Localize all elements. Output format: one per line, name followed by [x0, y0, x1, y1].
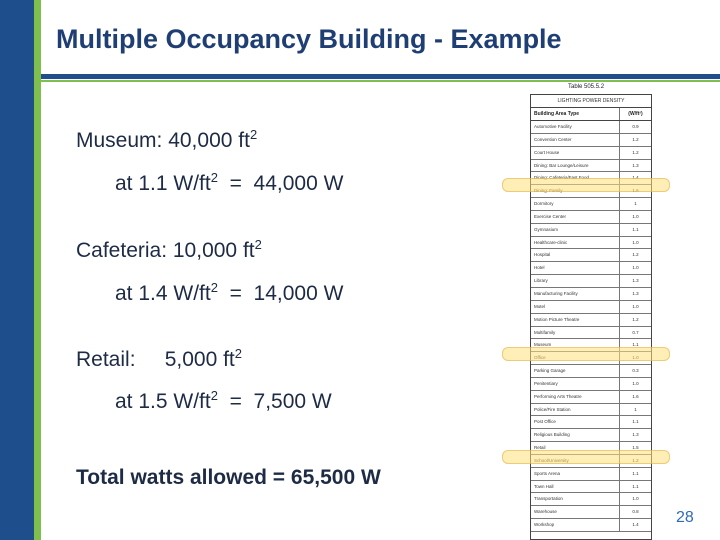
table-cell-type: Dining: Bar Lounge/Leisure [531, 160, 620, 172]
table-cell-type: Motel [531, 301, 620, 313]
title-underline [41, 74, 720, 79]
highlight-museum-row [502, 347, 670, 361]
highlight-cafeteria-row [502, 178, 670, 192]
table-cell-type: Penitentiary [531, 378, 620, 390]
cafeteria-rate-line [115, 280, 343, 306]
table-cell-type: Parking Garage [531, 365, 620, 377]
table-cell-type: Police/Fire Station [531, 404, 620, 416]
table-cell-type: Museum [531, 339, 620, 351]
table-row [531, 416, 651, 429]
retail-rate-line [115, 388, 332, 414]
retail-rate-sup: 2 [210, 388, 218, 403]
table-row [531, 327, 651, 340]
table-cell-type: Warehouse [531, 506, 620, 518]
table-row [531, 262, 651, 275]
table-cell-density: 1.2 [632, 252, 639, 258]
table-cell-type: Performing Arts Theatre [531, 391, 620, 403]
cafeteria-area-text: Cafeteria: 10,000 ft [76, 239, 255, 262]
retail-rate-text: at 1.5 W/ft [115, 390, 211, 413]
table-cell-density: 1 [634, 201, 637, 207]
table-cell-type: Retail [531, 442, 620, 454]
table-row [531, 160, 651, 173]
table-cell-type: Convention Center [531, 134, 620, 146]
table-cell-density: 1.3 [632, 290, 639, 296]
table-cell-type: Transportation [531, 493, 620, 505]
lighting-power-density-table [530, 94, 652, 540]
table-cell-density: 1.6 [632, 393, 639, 399]
table-row [531, 468, 651, 481]
table-row [531, 224, 651, 237]
table-row [531, 429, 651, 442]
table-cell-type: Dormitory [531, 198, 620, 210]
table-row [531, 198, 651, 211]
table-cell-density: 1.2 [632, 136, 639, 142]
museum-area-sup: 2 [249, 127, 258, 142]
title-underline-accent [41, 80, 720, 82]
table-title: LIGHTING POWER DENSITY [531, 95, 651, 108]
table-cell-type: Workshop [531, 519, 620, 531]
table-caption: Table 505.5.2 [568, 84, 605, 90]
table-cell-density: 1.3 [632, 278, 639, 284]
table-cell-density: 1.4 [632, 522, 639, 528]
table-cell-density: 0.7 [632, 329, 639, 335]
table-row [531, 314, 651, 327]
table-cell-density: 1.1 [632, 419, 639, 425]
table-header-type: Building Area Type [531, 108, 620, 120]
table-cell-density: 1.2 [632, 316, 639, 322]
table-row [531, 237, 651, 250]
table-header [531, 108, 651, 121]
table-cell-type: Religious Building [531, 429, 620, 441]
retail-area-line [76, 346, 242, 372]
table-row [531, 211, 651, 224]
table-cell-density: 1.2 [632, 149, 639, 155]
table-row [531, 481, 651, 494]
table-cell-density: 0.3 [632, 368, 639, 374]
retail-result-text: = 7,500 W [217, 390, 332, 413]
table-cell-type: Town Hall [531, 481, 620, 493]
table-row [531, 249, 651, 262]
table-row [531, 134, 651, 147]
table-cell-type: Hospital [531, 249, 620, 261]
page-title: Multiple Occupancy Building - Example [56, 24, 562, 54]
table-cell-type: Library [531, 275, 620, 287]
table-cell-type: Motion Picture Theatre [531, 314, 620, 326]
table-cell-density: 1.3 [632, 432, 639, 438]
museum-result-text: = 44,000 W [217, 172, 344, 195]
table-cell-density: 1.1 [632, 342, 639, 348]
table-cell-type: Court House [531, 147, 620, 159]
museum-area-text: Museum: 40,000 ft [76, 129, 250, 152]
table-cell-density: 1.0 [632, 303, 639, 309]
museum-rate-sup: 2 [210, 170, 218, 185]
table-cell-density: 1.0 [632, 265, 639, 271]
table-cell-type: Automotive Facility [531, 121, 620, 133]
table-row [531, 288, 651, 301]
table-cell-density: 1.5 [632, 445, 639, 451]
retail-area-sup: 2 [234, 346, 242, 361]
table-cell-type: Healthcare-clinic [531, 237, 620, 249]
cafeteria-area-line [76, 237, 262, 263]
left-accent-stripe [34, 0, 41, 540]
table-cell-density: 1.0 [632, 496, 639, 502]
table-cell-density: 0.9 [632, 124, 639, 129]
table-cell-density: 1.1 [632, 483, 639, 489]
table-header-density: (W/ft²) [628, 111, 643, 117]
table-cell-type: Post Office [531, 416, 620, 428]
table-row [531, 275, 651, 288]
cafeteria-area-sup: 2 [254, 237, 262, 252]
table-row [531, 378, 651, 391]
museum-rate-text: at 1.1 W/ft [115, 172, 211, 195]
table-cell-density: 1.3 [632, 162, 639, 168]
cafeteria-result-text: = 14,000 W [217, 282, 344, 305]
table-cell-type: Hotel [531, 262, 620, 274]
table-cell-density: 1.1 [632, 470, 639, 476]
table-cell-type: Exercise Center [531, 211, 620, 223]
table-cell-density: 1.0 [632, 380, 639, 386]
table-row [531, 404, 651, 417]
table-cell-density: 1.0 [632, 239, 639, 245]
highlight-retail-row [502, 450, 670, 464]
museum-area-line [76, 127, 257, 153]
table-row [531, 121, 651, 134]
table-row [531, 301, 651, 314]
table-cell-density: 1.0 [632, 213, 639, 219]
table-row [531, 493, 651, 506]
cafeteria-rate-text: at 1.4 W/ft [115, 282, 211, 305]
table-cell-type: Manufacturing Facility [531, 288, 620, 300]
page-number: 28 [676, 509, 694, 526]
cafeteria-rate-sup: 2 [210, 280, 218, 295]
table-row [531, 391, 651, 404]
left-accent-bar [0, 0, 34, 540]
table-row [531, 519, 651, 532]
table-cell-density: 1 [634, 406, 637, 412]
table-cell-density: 1.1 [632, 226, 639, 232]
table-row [531, 506, 651, 519]
total-watts: Total watts allowed = 65,500 W [76, 466, 381, 489]
table-cell-type: Sports Arena [531, 468, 620, 480]
table-row [531, 147, 651, 160]
table-row [531, 365, 651, 378]
retail-area-text: Retail: 5,000 ft [76, 348, 235, 371]
table-cell-density: 0.8 [632, 509, 639, 515]
table-cell-type: Gymnasium [531, 224, 620, 236]
museum-rate-line [115, 170, 343, 196]
table-cell-type: Multifamily [531, 327, 620, 339]
